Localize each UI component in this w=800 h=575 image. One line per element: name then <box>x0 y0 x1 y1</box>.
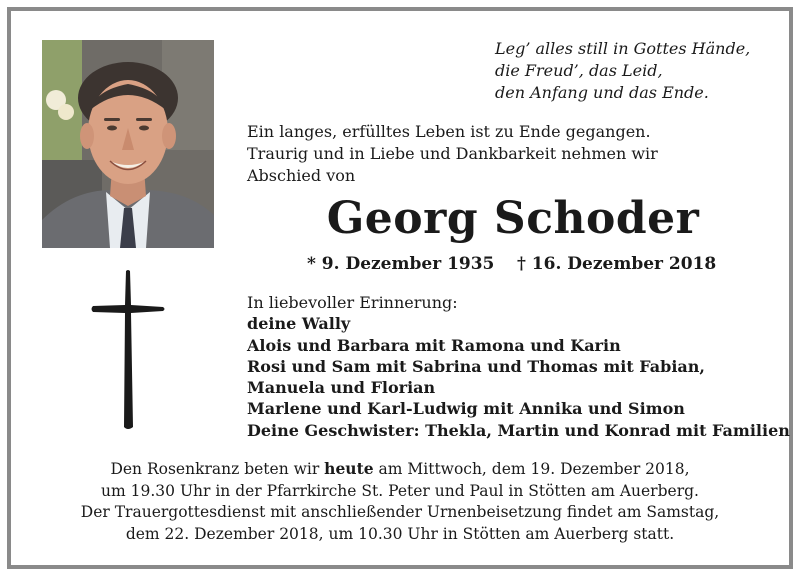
death-date: † 16. Dezember 2018 <box>517 254 717 274</box>
family-member: Deine Geschwister: Thekla, Martin und Konrad mit Familien <box>247 420 790 440</box>
intro-text <box>247 121 658 187</box>
cross-icon <box>89 269 167 431</box>
notice-text: Den Rosenkranz beten wir <box>110 460 325 478</box>
deceased-name: Georg Schoder <box>326 193 700 244</box>
poem-line: Leg’ alles still in Gottes Hände, <box>495 39 751 58</box>
service-notice <box>11 458 789 545</box>
notice-line: um 19.30 Uhr in der Pfarrkirche St. Peter und Paul in Stötten am Auerberg. <box>101 481 699 500</box>
family-member: Marlene und Karl-Ludwig mit Annika und Simon <box>247 399 685 419</box>
notice-text: am Mittwoch, dem 19. Dezember 2018, <box>373 460 690 478</box>
notice-line: Der Trauergottesdienst mit anschließender Urnenbeisetzung findet am Samstag, <box>80 503 720 522</box>
family-list <box>247 292 790 441</box>
family-member: deine Wally <box>247 314 351 334</box>
birth-date: * 9. Dezember 1935 <box>307 254 495 274</box>
notice-line <box>11 458 789 481</box>
poem-line: die Freud’, das Leid, <box>495 61 663 80</box>
poem-line: den Anfang und das Ende. <box>495 83 709 102</box>
family-member: Manuela und Florian <box>247 378 436 398</box>
intro-line: Abschied von <box>247 166 356 185</box>
obituary-notice <box>7 7 793 569</box>
intro-line: Traurig und in Liebe und Dankbarkeit nehmen wir <box>247 144 658 163</box>
family-member: Alois und Barbara mit Ramona und Karin <box>247 335 621 355</box>
notice-line: dem 22. Dezember 2018, um 10.30 Uhr in Stötten am Auerberg statt. <box>125 524 675 543</box>
portrait-photo <box>42 40 214 248</box>
notice-emphasis: heute <box>324 459 374 478</box>
poem <box>495 38 750 104</box>
intro-line: Ein langes, erfülltes Leben ist zu Ende gegangen. <box>247 122 651 141</box>
family-member: Rosi und Sam mit Sabrina und Thomas mit Fabian, <box>247 356 705 376</box>
family-heading: In liebevoller Erinnerung: <box>247 293 458 312</box>
